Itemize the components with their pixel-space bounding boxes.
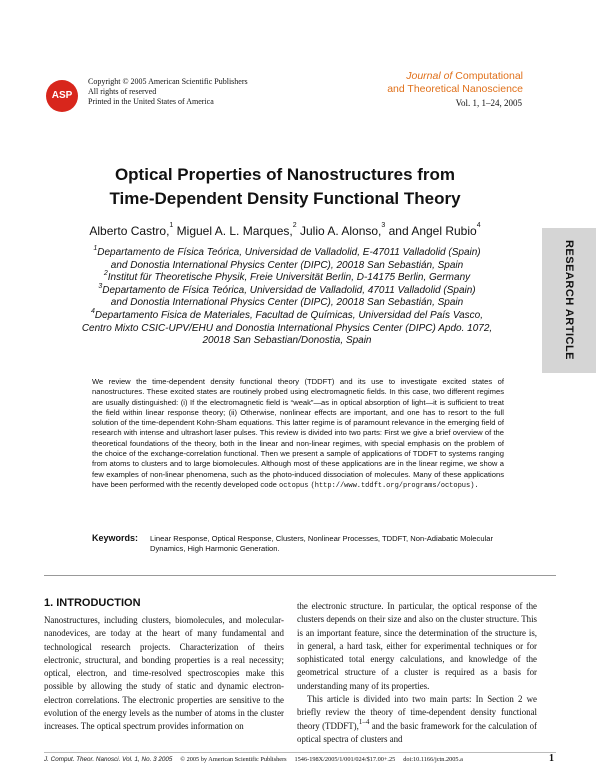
keywords-text: Linear Response, Optical Response, Clusters, Nonlinear Processes, TDDFT, Non-Adiabatic Molecular Dynamics, High Harmonic Generation. — [150, 534, 493, 554]
footer-copyright: © 2005 by American Scientific Publishers — [180, 756, 287, 763]
article-title — [60, 163, 510, 211]
section-heading: 1. INTRODUCTION — [44, 597, 141, 609]
paragraph: This article is divided into two main parts: In Section 2 we briefly review the theory of time-dependent density functional theory (TDDFT),$^{1-4}$ and the basic framework for the calculation of optical spectra of clusters and — [297, 694, 538, 744]
journal-name-line1: Computational — [455, 70, 523, 82]
footer-journal: J. Comput. Theor. Nanosci. Vol. 1, No. 3 2005 — [44, 756, 173, 763]
volume-info: Vol. 1, 1–24, 2005 — [455, 98, 522, 108]
author: Miguel A. L. Marques, — [176, 224, 293, 238]
affiliation-line: $^2$Institut für Theoretische Physik, Freie Universität Berlin, D-14175 Berlin, Germany — [103, 270, 471, 284]
author: Julio A. Alonso, — [299, 224, 382, 238]
author-affil-mark: 4 — [476, 222, 481, 229]
affiliation-line: $^1$Departamento de Física Teórica, Universidad de Valladolid, E-47011 Valladolid (Spain) — [93, 245, 481, 258]
footer-doi: doi:10.1166/jctn.2005.a — [403, 756, 463, 763]
author-list — [60, 224, 510, 238]
copyright-line: Copyright © 2005 American Scientific Publishers — [88, 77, 248, 86]
body-column-left — [44, 614, 284, 734]
journal-of: Journal of — [406, 70, 453, 82]
keywords-label: Keywords: — [92, 533, 139, 543]
journal-name — [387, 70, 523, 96]
footer-divider — [44, 752, 556, 753]
research-article-tab — [542, 228, 596, 373]
affiliation-line: Centro Mixto CSIC-UPV/EHU and Donostia International Physics Center (DIPC) Apdo. 1072, — [81, 322, 493, 334]
affiliation-line: 20018 San Sebastian/Donostia, Spain — [202, 335, 372, 347]
abstract-text: We review the time-dependent density functional theory (TDDFT) and its use to investigate excited states of nanostructures. These excited states are routinely probed using electromagnetic fields. In this case, two different regimes are usually distinguished: (i) If the electromagnetic field is “weak”—as in optical absorption of light—it is sufficient to treat the field within linear response theory; (ii) Otherwise, nonlinear effects are important, and one has to resort to the full solution of the time-dependent Kohn-Sham equations. This latter regime is of paramount relevance in the emerging field of research with intense and ultrashort laser pulses. This review is divided into two parts: First we give a brief overview of the theoretical foundations of the theory, both in the linear and non-linear regimes, with special emphasis on the problem of the choice of the exchange-correlation functional. Then we present a sample of applications of TDDFT to systems ranging from atoms to clusters and to large biomolecules. Although most of these applications are in the linear regime, we show a few examples of non-linear phenomena, such as the photo-induced dissociation of molecules. Many of these applications have been performed with the recently developed code — [92, 377, 504, 489]
abstract — [92, 377, 504, 491]
title-line: Time-Dependent Density Functional Theory — [109, 189, 461, 208]
abstract-code-name: octopus — [279, 481, 309, 490]
paragraph: the electronic structure. In particular, the optical response of the clusters depends on their size and also on the cluster structure. This is an important feature, since the determination of the structure is, in general, a hard task, either for experimental techniques or for sophisticated total energy calculations, and knowledge of the geometrical structure of a cluster is required as a basis for understanding many of its properties. — [297, 601, 537, 691]
footer — [44, 756, 554, 763]
abstract-url[interactable]: (http://www.tddft.org/programs/octopus). — [310, 481, 479, 490]
footer-issn: 1546-198X/2005/1/001/024/$17.00+.25 — [294, 756, 396, 763]
publisher-logo: ASP — [46, 80, 78, 112]
affiliation-line: and Donostia International Physics Center (DIPC), 20018 San Sebastián, Spain — [110, 297, 464, 309]
copyright-notice — [88, 77, 248, 107]
page-number: 1 — [549, 753, 554, 764]
affiliations — [52, 247, 522, 348]
affiliation-line: $^3$Departamento de Física Teórica, Universidad de Valladolid, 47011 Valladolid (Spain) — [98, 282, 476, 296]
paragraph: Nanostructures, including clusters, biomolecules, and molecular-nanodevices, are today at the heart of many fundamental and technological research projects. Characterization of theirs electronic, structural, and bonding properties is a real necessity; optical, electron, and time-resolved spectroscopies make this possible by allowing the study of static and dynamic electron-electron correlations. The electronic properties are sensitive to the evolution of the energy levels as the number of atoms in the cluster increases. The optical spectrum provides information on — [44, 615, 284, 732]
author-affil-mark: 1 — [169, 222, 174, 229]
body-column-right — [297, 600, 537, 746]
divider — [44, 575, 556, 576]
copyright-line: All rights of reserved — [88, 87, 157, 96]
research-article-label: RESEARCH ARTICLE — [563, 239, 575, 361]
citation: 1–4 — [358, 717, 370, 726]
journal-name-line2: and Theoretical Nanoscience — [387, 83, 523, 95]
affiliation-line: and Donostia International Physics Center (DIPC), 20018 San Sebastián, Spain — [110, 259, 464, 271]
affiliation-line: $^4$Departamento Fisica de Materiales, Facultad de Químicas, Universidad del País Vasco, — [90, 307, 484, 321]
title-line: Optical Properties of Nanostructures from — [114, 165, 456, 184]
author-affil-mark: 3 — [381, 222, 386, 229]
author: Alberto Castro, — [89, 224, 170, 238]
author-affil-mark: 2 — [292, 222, 297, 229]
author: and Angel Rubio — [388, 224, 477, 238]
copyright-line: Printed in the United States of America — [88, 97, 214, 106]
